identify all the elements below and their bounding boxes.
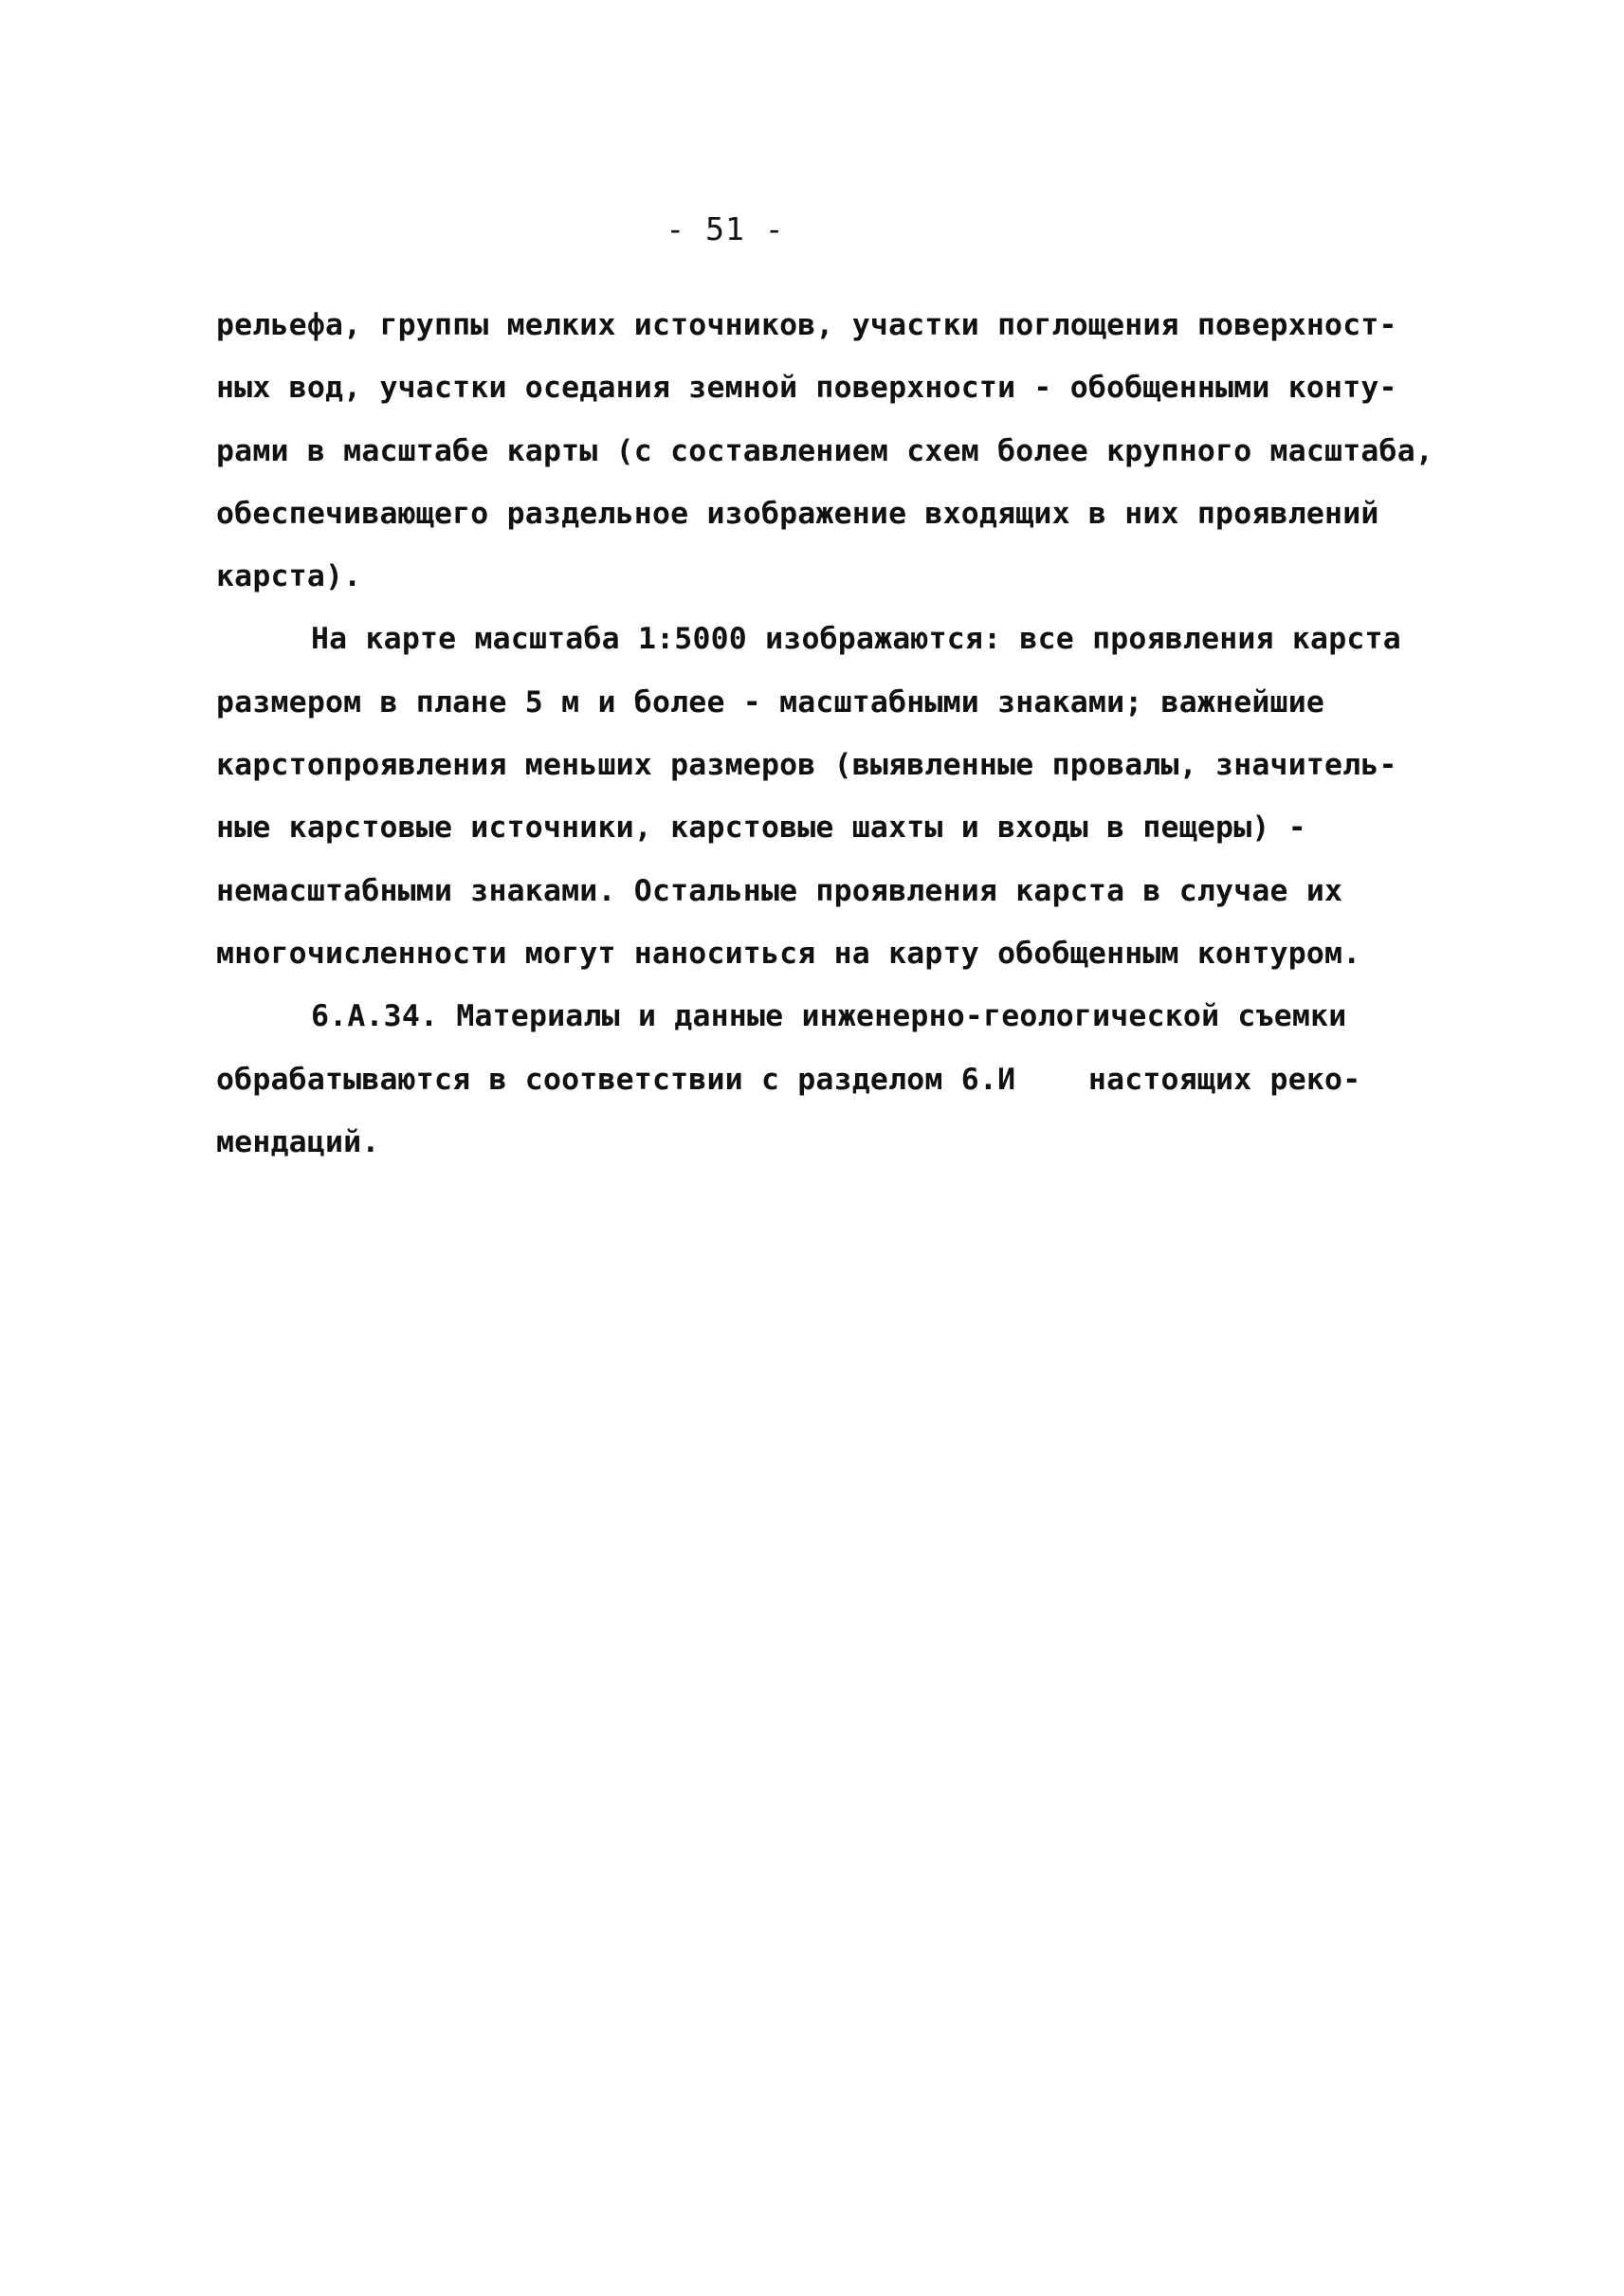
text-line: мендаций. [216, 1124, 380, 1159]
text-line: обеспечивающего раздельное изображение входящих в них проявлений [216, 496, 1379, 531]
page-number: - 51 - [666, 210, 785, 247]
text-line: размером в плане 5 м и более - масштабными знаками; важнейшие [216, 684, 1325, 720]
text-line: карста). [216, 559, 362, 594]
text-line: многочисленности могут наноситься на карту обобщенным контуром. [216, 936, 1361, 971]
text-line: обрабатываются в соответствии с разделом 6.И настоящих реко- [216, 1062, 1361, 1097]
text-line: немасштабными знаками. Остальные проявления карста в случае их [216, 873, 1343, 908]
text-line: ные карстовые источники, карстовые шахты и входы в пещеры) - [216, 811, 1306, 846]
text-line: ных вод, участки оседания земной поверхности - обобщенными конту- [216, 371, 1397, 406]
paragraph-start-line: На карте масштаба 1:5000 изображаются: все проявления карста [311, 622, 1401, 657]
text-line: рельефа, группы мелких источников, участки поглощения поверхност- [216, 308, 1397, 342]
text-line: карстопроявления меньших размеров (выявленные провалы, значитель- [216, 748, 1397, 783]
text-line: рами в масштабе карты (с составлением схем более крупного масштаба, [216, 433, 1434, 468]
section-heading-line: 6.А.34. Материалы и данные инженерно-геологической съемки [311, 999, 1347, 1034]
body-text [216, 294, 1468, 1174]
